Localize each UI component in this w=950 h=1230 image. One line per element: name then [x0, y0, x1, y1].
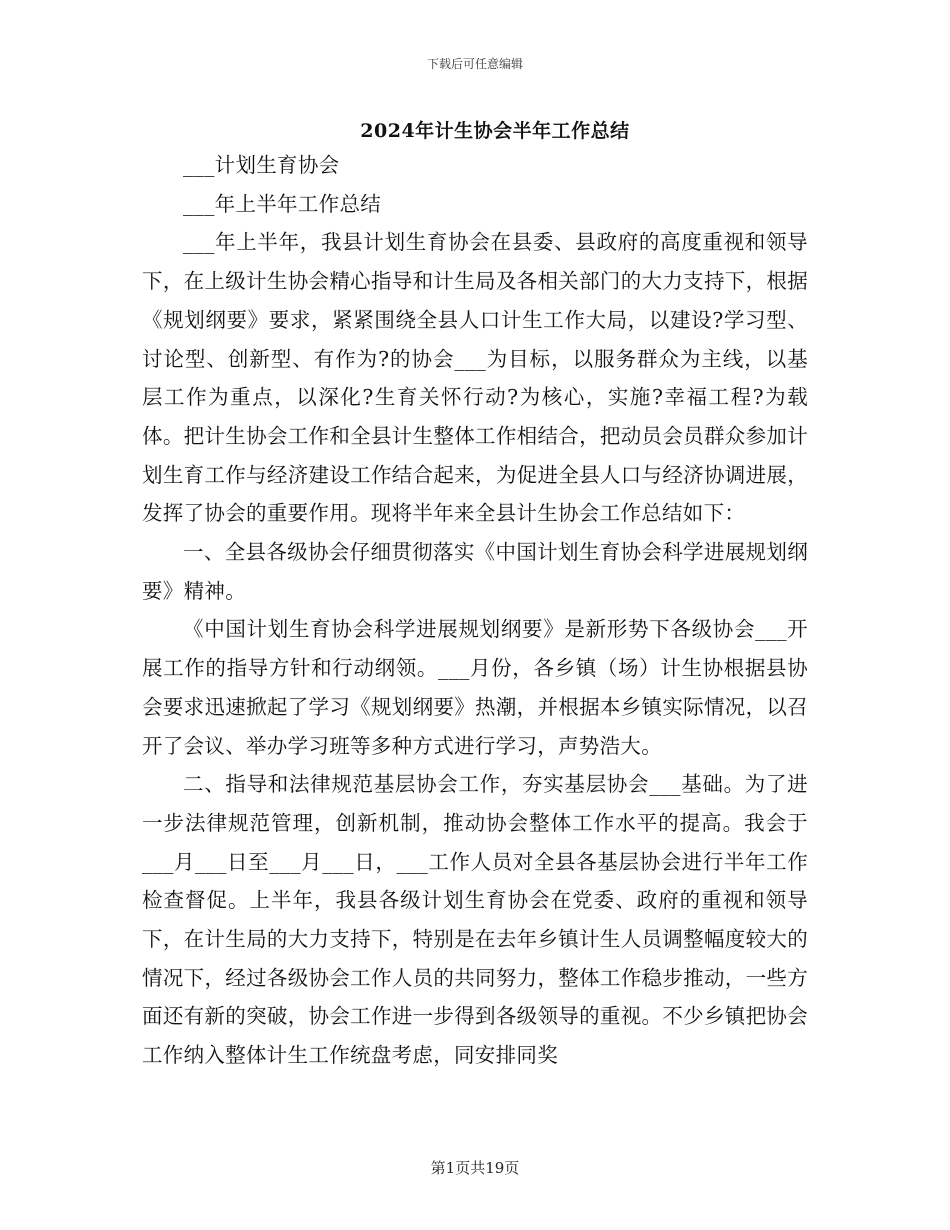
- paragraph-subtitle: ___年上半年工作总结: [183, 191, 382, 216]
- paragraph-intro: ___年上半年，我县计划生育协会在县委、县政府的高度重视和领导下，在上级计生协会精心指导和计生局及各相关部门的大力支持下，根据《规划纲要》要求，紧紧围绕全县人口计生工作大局，以建设?学习型、讨论型、创新型、有作为?的协会___为目标，以服务群众为主线，以基层工作为重点，以深化?生育关怀行动?为核心，实施?幸福工程?为载体。把计生协会工作和全县计生整体工作相结合，把动员会员群众参加计划生育工作与经济建设工作结合起来，为促进全县人口与经济协调进展，发挥了协会的重要作用。现将半年来全县计生协会工作总结如下：: [142, 230, 808, 526]
- paragraph-section-1-heading: 一、全县各级协会仔细贯彻落实《中国计划生育协会科学进展规划纲要》精神。: [142, 540, 808, 603]
- paragraph-org-name: ___计划生育协会: [183, 153, 340, 177]
- paragraph-section-2: 二、指导和法律规范基层协会工作，夯实基层协会___基础。为了进一步法律规范管理，创新机制，推动协会整体工作水平的提高。我会于___月___日至___月___日，___工作人员对全县各基层协会进行半年工作检查督促。上半年，我县各级计划生育协会在党委、政府的重视和领导下，在计生局的大力支持下，特别是在去年乡镇计生人员调整幅度较大的情况下，经过各级协会工作人员的共同努力，整体工作稳步推动，一些方面还有新的突破，协会工作进一步得到各级领导的重视。不少乡镇把协会工作纳入整体计生工作统盘考虑，同安排同奖: [142, 772, 808, 1068]
- paragraph-section-1-body: 《中国计划生育协会科学进展规划纲要》是新形势下各级协会___开展工作的指导方针和行动纲领。___月份，各乡镇（场）计生协根据县协会要求迅速掀起了学习《规划纲要》热潮，并根据本乡镇实际情况，以召开了会议、举办学习班等多种方式进行学习，声势浩大。: [142, 617, 808, 758]
- document-title: 2024年计生协会半年工作总结: [360, 120, 630, 142]
- header-note: 下载后可任意编辑: [426, 57, 523, 71]
- document-body: [142, 146, 808, 1075]
- page-number: 第1页共19页: [430, 1159, 520, 1177]
